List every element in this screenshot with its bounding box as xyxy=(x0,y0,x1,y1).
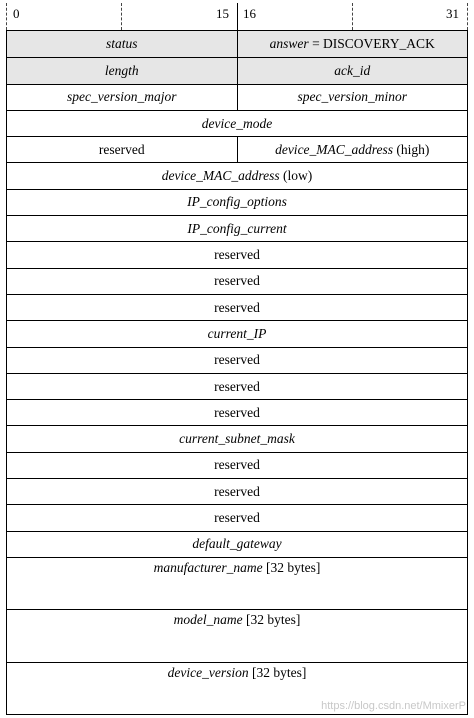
status-field: status xyxy=(105,36,138,52)
reserved-field: reserved xyxy=(214,509,260,525)
device-mode-row xyxy=(7,110,467,136)
reserved-field: reserved xyxy=(214,273,260,289)
status-cell xyxy=(7,31,237,57)
ruler-tick xyxy=(237,3,238,30)
manufacturer-name-cell xyxy=(7,558,467,610)
length-field: length xyxy=(104,62,139,78)
packet-diagram xyxy=(6,3,468,715)
ruler-tick xyxy=(467,3,468,30)
ip-config-options-field: IP_config_options xyxy=(187,194,287,210)
reserved-cell xyxy=(7,295,467,320)
default-gateway-cell xyxy=(7,532,467,557)
ip-config-options-cell xyxy=(7,190,467,215)
bytes-suffix: [32 bytes] xyxy=(262,559,321,575)
model-name-field: model_name xyxy=(173,612,243,628)
bit-label-15: 15 xyxy=(216,6,229,21)
watermark: https://blog.csdn.net/MmixerP xyxy=(321,700,466,712)
bytes-suffix: [32 bytes] xyxy=(242,612,301,628)
header-row-1 xyxy=(7,31,467,57)
manufacturer-name-field: manufacturer_name xyxy=(153,559,263,575)
spec-version-minor-field: spec_version_minor xyxy=(297,89,407,105)
ip-config-current-cell xyxy=(7,216,467,241)
answer-cell xyxy=(237,31,468,57)
reserved-row xyxy=(7,268,467,294)
current-ip-cell xyxy=(7,321,467,346)
spec-version-major-field: spec_version_major xyxy=(67,89,177,105)
reserved-field: reserved xyxy=(214,457,260,473)
ip-config-current-row xyxy=(7,215,467,241)
mac-low-cell xyxy=(7,163,467,188)
model-name-cell xyxy=(7,610,467,662)
length-cell xyxy=(7,58,237,83)
ip-config-options-row xyxy=(7,189,467,215)
reserved-row xyxy=(7,373,467,399)
device-version-field: device_version xyxy=(167,664,249,680)
answer-field: answer xyxy=(269,36,309,52)
device-mode-cell xyxy=(7,111,467,136)
reserved-cell xyxy=(7,505,467,530)
device-mac-address-field: device_MAC_address xyxy=(275,141,394,157)
reserved-field: reserved xyxy=(98,141,145,157)
ip-config-current-field: IP_config_current xyxy=(187,220,287,236)
ruler-tick xyxy=(121,3,122,30)
reserved-cell xyxy=(7,453,467,478)
reserved-row xyxy=(7,504,467,530)
reserved-cell xyxy=(7,348,467,373)
answer-value: = DISCOVERY_ACK xyxy=(308,36,435,52)
bytes-suffix: [32 bytes] xyxy=(248,664,307,680)
model-name-row xyxy=(7,609,467,662)
spec-version-row xyxy=(7,84,467,110)
bit-ruler xyxy=(6,3,468,30)
current-subnet-mask-cell xyxy=(7,426,467,451)
reserved-field: reserved xyxy=(214,404,260,420)
reserved-cell xyxy=(7,242,467,267)
bit-label-16: 16 xyxy=(243,6,256,21)
current-subnet-mask-row xyxy=(7,425,467,451)
reserved-cell xyxy=(7,479,467,504)
reserved-cell xyxy=(7,137,237,162)
reserved-cell xyxy=(7,374,467,399)
bit-label-31: 31 xyxy=(446,6,459,21)
high-suffix: (high) xyxy=(393,141,430,157)
device-mode-field: device_mode xyxy=(201,115,273,131)
ack-id-cell xyxy=(237,58,468,83)
device-mac-address-field: device_MAC_address xyxy=(161,168,280,184)
ack-id-field: ack_id xyxy=(334,62,371,78)
manufacturer-name-row xyxy=(7,557,467,610)
reserved-row xyxy=(7,399,467,425)
reserved-row xyxy=(7,478,467,504)
mac-low-row xyxy=(7,162,467,188)
header-row-2 xyxy=(7,57,467,83)
field-table xyxy=(6,30,468,715)
low-suffix: (low) xyxy=(279,168,313,184)
ruler-tick xyxy=(352,3,353,30)
reserved-cell xyxy=(7,269,467,294)
reserved-field: reserved xyxy=(214,483,260,499)
reserved-cell xyxy=(7,400,467,425)
ruler-tick xyxy=(6,3,7,30)
current-ip-field: current_IP xyxy=(207,325,267,341)
reserved-row xyxy=(7,452,467,478)
reserved-mac-high-row xyxy=(7,136,467,162)
reserved-field: reserved xyxy=(214,352,260,368)
current-ip-row xyxy=(7,320,467,346)
spec-version-minor-cell xyxy=(237,85,468,110)
mac-high-cell xyxy=(237,137,468,162)
default-gateway-field: default_gateway xyxy=(192,536,282,552)
current-subnet-mask-field: current_subnet_mask xyxy=(179,431,295,447)
bit-label-0: 0 xyxy=(13,6,20,21)
default-gateway-row xyxy=(7,531,467,557)
reserved-field: reserved xyxy=(214,247,260,263)
reserved-field: reserved xyxy=(214,299,260,315)
reserved-row xyxy=(7,347,467,373)
reserved-row xyxy=(7,294,467,320)
reserved-field: reserved xyxy=(214,378,260,394)
reserved-row xyxy=(7,241,467,267)
spec-version-major-cell xyxy=(7,85,237,110)
